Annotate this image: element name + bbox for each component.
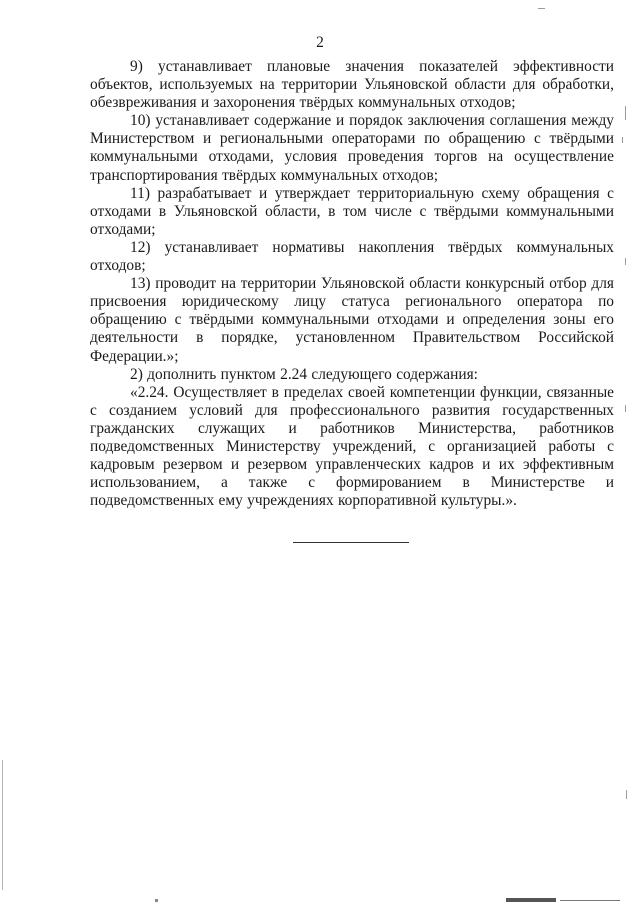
paragraph-item-10: 10) устанавливает содержание и порядок заключения соглашения между Министерством и региональными операторами по обращению с твёрдыми коммунальными отходами, условия проведения торгов на осуществление транспортирования твёрдых коммунальных отходов; <box>90 112 614 184</box>
scan-artifact <box>626 790 627 799</box>
scan-artifact <box>538 8 545 9</box>
paragraph-item-11: 11) разрабатывает и утверждает территориальную схему обращения с отходами в Ульяновской области, в том числе с твёрдыми коммунальными отходами; <box>90 184 614 238</box>
scan-artifact <box>2 760 3 890</box>
scan-artifact <box>155 899 158 902</box>
end-separator-line <box>293 542 409 543</box>
scan-artifact <box>560 900 620 901</box>
paragraph-item-12: 12) устанавливает нормативы накопления твёрдых коммунальных отходов; <box>90 238 614 275</box>
scan-artifact <box>625 106 626 120</box>
paragraph-item-13: 13) проводит на территории Ульяновской области конкурсный отбор для присвоения юридическому лицу статуса регионального оператора по обращению с твёрдыми коммунальными отходами и определения зоны его деятельности в порядке, установленном Правительством Российской Федерации.»; <box>90 275 614 365</box>
scan-artifact <box>625 405 626 412</box>
document-body <box>90 58 614 510</box>
paragraph-clause-2-24: «2.24. Осуществляет в пределах своей компетенции функции, связанные с созданием условий для профессионального развития государственных гражданских служащих и работников Министерства, работников подведомственных Министерству учреждений, с организацией работы с кадровым резервом и резервом управленческих кадров и их эффективным использованием, а также с формированием в Министерстве и подведомственных ему учреждениях корпоративной культуры.». <box>90 383 614 510</box>
paragraph-item-9: 9) устанавливает плановые значения показателей эффективности объектов, используемых на территории Ульяновской области для обработки, обезвреживания и захоронения твёрдых коммунальных отходов; <box>90 58 614 112</box>
scan-artifact <box>506 898 556 902</box>
page-number: 2 <box>316 34 324 51</box>
scan-artifact <box>625 258 626 265</box>
scan-artifact <box>622 137 623 143</box>
paragraph-amendment-2: 2) дополнить пунктом 2.24 следующего содержания: <box>130 365 478 383</box>
